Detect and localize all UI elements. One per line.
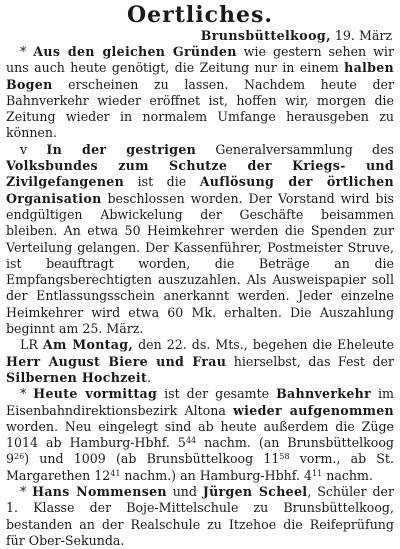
text: * xyxy=(20,386,34,402)
text: v xyxy=(20,141,47,157)
dateline-place: Brunsbüttelkoog, xyxy=(200,28,331,43)
text: im Eisenbahndirektionsbezirk Altona xyxy=(6,386,394,418)
emphasis: Hans Nommensen xyxy=(32,484,167,500)
section-heading: Oertliches. xyxy=(126,2,274,28)
emphasis: wieder aufgenommen xyxy=(233,402,394,418)
text: und xyxy=(166,484,203,500)
text: ist die xyxy=(124,174,200,190)
text: vorm., ab St. Margarethen 12 xyxy=(6,451,395,483)
emphasis: Silbernen Hochzeit xyxy=(6,369,148,385)
emphasis: Am Montag, xyxy=(42,337,134,353)
emphasis: Herr August Biere und Frau xyxy=(6,353,227,369)
emphasis: Jürgen Scheel xyxy=(202,484,308,500)
text: den 22. ds. Mts., begehen die Eheleute xyxy=(133,337,394,353)
article-newspaper-size xyxy=(6,44,394,142)
text: ) und 1009 (ab Brunsbüttelkoog 11 xyxy=(24,451,280,467)
article-silver-wedding xyxy=(6,337,394,386)
dateline-date: 19. März xyxy=(334,28,392,43)
article-exam xyxy=(6,484,394,549)
text: Generalversammlung des xyxy=(196,141,394,157)
time-minutes: 44 xyxy=(185,436,197,446)
text: , Schüler der 1. Klasse der Boje-Mittelschule zu Brunsbüttelkoog, bestanden an der Realschule zu Itzehoe die Reifeprüfung für Ober-Sekunda. xyxy=(6,484,394,548)
text: erscheinen zu lassen. Nachdem heute der Bahnverkehr wieder eröffnet ist, hoffen wir, morgen die Zeitung wieder in normalem Umfange herausgeben zu können. xyxy=(6,76,394,141)
emphasis: Heute vormittag xyxy=(33,386,158,402)
text: beschlossen worden. Der Vorstand wird bis endgültigen Abwickelung der Geschäfte beisammen bleiben. An etwa 50 Heimkehrer werden die Spenden zur Verteilung gelangen. Der Kassenführer, Postmeister Struve, ist beauftragt worden, die Beträge an die Empfangsberechtigten auszuzahlen. Als Ausweispapier soll der Entlassungsschein anerkannt werden. Jeder einzelne Heimkehrer wird etwa 60 Mk. erhalten. Die Auszahlung beginnt am 25. März. xyxy=(6,190,394,337)
dateline xyxy=(6,28,392,44)
text: ist der gesamte xyxy=(157,386,277,402)
text: . xyxy=(147,369,152,385)
article-volksbund xyxy=(6,142,394,338)
text: wie gestern sehen wir uns auch heute genötigt, die Zeitung nur in einem xyxy=(6,44,394,76)
text: hierselbst, das Fest der xyxy=(226,353,394,369)
text: nachm. xyxy=(322,467,373,483)
text: * xyxy=(20,44,34,59)
time-minutes: 58 xyxy=(279,452,290,462)
emphasis: halben Bogen xyxy=(6,60,394,92)
emphasis: Auflösung der örtlichen Organisation xyxy=(6,174,394,206)
article-railway xyxy=(6,386,394,484)
text: * xyxy=(20,484,33,500)
text: nachm. (an Brunsbüttelkoog 9 xyxy=(6,435,394,467)
text: LR xyxy=(20,337,43,353)
text: nachm.) an Hamburg-Hbhf. 4 xyxy=(120,467,313,483)
emphasis: Aus den gleichen Gründen xyxy=(33,44,237,59)
emphasis: Bahnverkehr xyxy=(276,386,372,402)
time-minutes: 41 xyxy=(110,468,121,478)
emphasis: Volksbundes zum Schutze der Kriegs- und Zivilgefangenen xyxy=(6,158,394,190)
emphasis: In der gestrigen xyxy=(46,141,197,157)
text: worden. Neu eingelegt sind ab heute außerdem die Züge 1014 ab Hamburg-Hbhf. 5 xyxy=(6,418,394,451)
time-minutes: 26 xyxy=(14,452,25,462)
time-minutes: 11 xyxy=(312,468,323,478)
